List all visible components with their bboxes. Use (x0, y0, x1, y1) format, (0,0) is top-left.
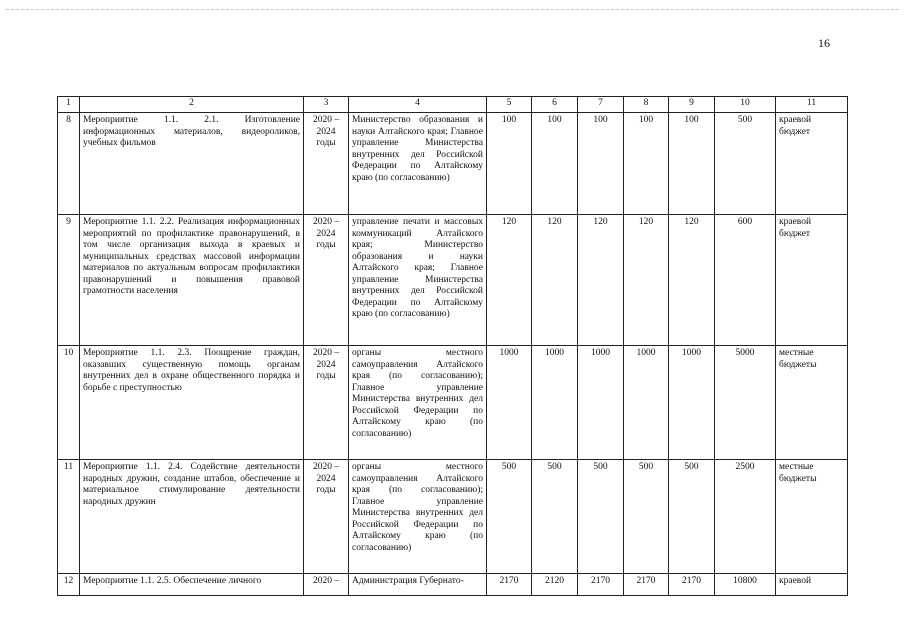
page-number: 16 (818, 36, 830, 50)
header-cell: 10 (715, 97, 776, 113)
header-cell: 8 (624, 97, 669, 113)
executors: Администрация Губернато- (349, 574, 487, 596)
term: 2020 – 2024 годы (304, 215, 349, 346)
executors: органы местного самоуправления Алтайского края (по согласованию); Главное управление Министерства внутренних дел Российской Федерации по Алтайскому краю (по согласованию) (349, 460, 487, 574)
measure-name: Мероприятие 1.1. 2.5. Обеспечение личного (80, 574, 304, 596)
funding-source: местные бюджеты (776, 460, 848, 574)
value-col8: 120 (624, 215, 669, 346)
measure-name: Мероприятие 1.1. 2.3. Поощрение граждан, оказавших существенную помощь органам внутренних дел в охране общественного порядка и борьбе с преступностью (80, 346, 304, 460)
value-col7: 1000 (578, 346, 624, 460)
table-row (58, 574, 848, 596)
total-value: 2500 (715, 460, 776, 574)
header-cell: 5 (487, 97, 532, 113)
value-col8: 100 (624, 113, 669, 215)
row-number: 10 (58, 346, 80, 460)
executors: Министерство образования и науки Алтайского края; Главное управление Министерства внутренних дел Российской Федерации по Алтайскому краю (по согласованию) (349, 113, 487, 215)
value-col8: 1000 (624, 346, 669, 460)
value-col7: 500 (578, 460, 624, 574)
value-col9: 120 (669, 215, 715, 346)
value-col5: 100 (487, 113, 532, 215)
value-col5: 500 (487, 460, 532, 574)
header-cell: 9 (669, 97, 715, 113)
executors: управление печати и массовых коммуникаций Алтайского края; Министерство образования и науки Алтайского края; Главное управление Министерства внутренних дел Российской Федерации по Алтайскому краю (по согласованию) (349, 215, 487, 346)
value-col7: 100 (578, 113, 624, 215)
row-number: 9 (58, 215, 80, 346)
header-cell: 4 (349, 97, 487, 113)
value-col8: 2170 (624, 574, 669, 596)
table-row (58, 346, 848, 460)
value-col5: 1000 (487, 346, 532, 460)
value-col6: 100 (532, 113, 578, 215)
term: 2020 – 2024 годы (304, 113, 349, 215)
measures-table (57, 96, 848, 596)
value-col6: 500 (532, 460, 578, 574)
header-cell: 1 (58, 97, 80, 113)
value-col6: 2120 (532, 574, 578, 596)
table-row (58, 460, 848, 574)
value-col6: 1000 (532, 346, 578, 460)
row-number: 8 (58, 113, 80, 215)
table-header-row (58, 97, 848, 113)
measure-name: Мероприятие 1.1. 2.2. Реализация информационных мероприятий по профилактике правонарушений, в том числе организация выхода в краевых и муниципальных средствах массовой информации материалов по актуальным вопросам профилактики правонарушений и повышения правовой грамотности населения (80, 215, 304, 346)
total-value: 10800 (715, 574, 776, 596)
total-value: 500 (715, 113, 776, 215)
value-col7: 120 (578, 215, 624, 346)
value-col9: 100 (669, 113, 715, 215)
term: 2020 – 2024 годы (304, 460, 349, 574)
row-number: 12 (58, 574, 80, 596)
header-cell: 7 (578, 97, 624, 113)
funding-source: краевой бюджет (776, 113, 848, 215)
header-cell: 11 (776, 97, 848, 113)
table-row (58, 113, 848, 215)
total-value: 600 (715, 215, 776, 346)
total-value: 5000 (715, 346, 776, 460)
executors: органы местного самоуправления Алтайского края (по согласованию); Главное управление Министерства внутренних дел Российской Федерации по Алтайскому краю (по согласованию) (349, 346, 487, 460)
header-cell: 3 (304, 97, 349, 113)
measure-name: Мероприятие 1.1. 2.4. Содействие деятельности народных дружин, создание штабов, обеспечение и материальное стимулирование деятельности народных дружин (80, 460, 304, 574)
value-col5: 120 (487, 215, 532, 346)
value-col9: 1000 (669, 346, 715, 460)
header-cell: 6 (532, 97, 578, 113)
table-row (58, 215, 848, 346)
measure-name: Мероприятие 1.1. 2.1. Изготовление информационных материалов, видеороликов, учебных фильмов (80, 113, 304, 215)
header-cell: 2 (80, 97, 304, 113)
term: 2020 – (304, 574, 349, 596)
value-col9: 2170 (669, 574, 715, 596)
term: 2020 – 2024 годы (304, 346, 349, 460)
funding-source: местные бюджеты (776, 346, 848, 460)
funding-source: краевой бюджет (776, 215, 848, 346)
funding-source: краевой (776, 574, 848, 596)
value-col6: 120 (532, 215, 578, 346)
value-col9: 500 (669, 460, 715, 574)
value-col5: 2170 (487, 574, 532, 596)
value-col8: 500 (624, 460, 669, 574)
row-number: 11 (58, 460, 80, 574)
value-col7: 2170 (578, 574, 624, 596)
scan-top-edge (6, 9, 899, 10)
